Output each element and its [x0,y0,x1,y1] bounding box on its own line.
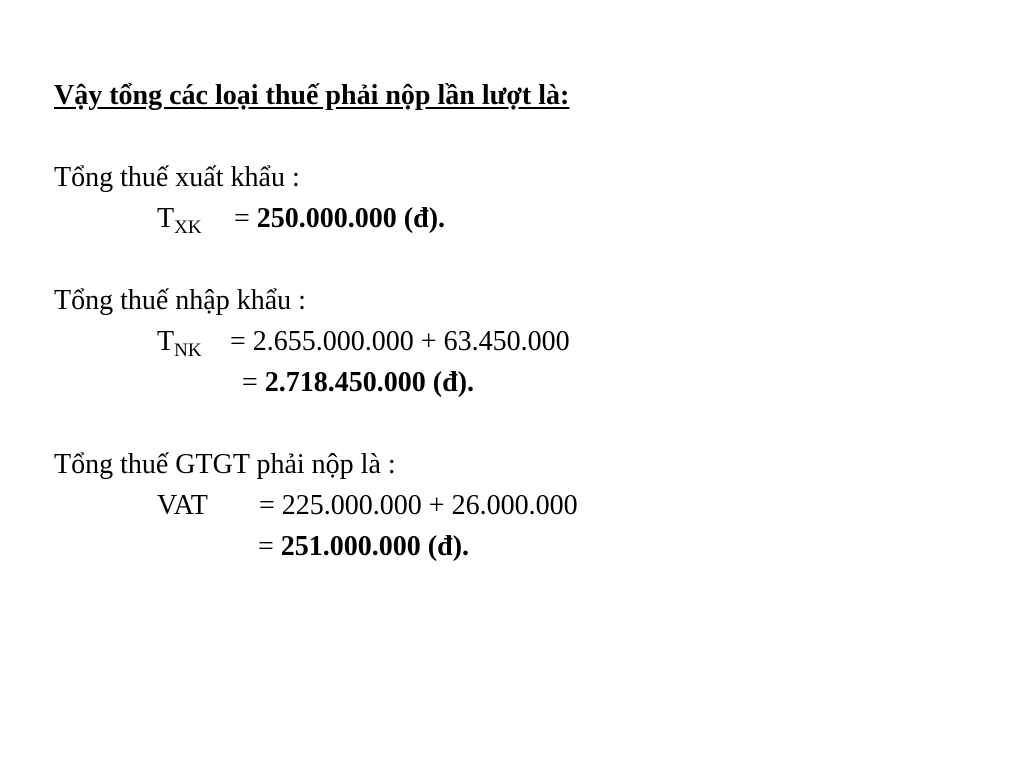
import-tax-equals-2: = [242,367,258,398]
export-tax-formula [157,203,202,238]
export-tax-symbol-sub: XK [174,217,202,238]
vat-result: 251.000.000 (đ). [280,531,470,562]
page-heading: Vậy tổng các loại thuế phải nộp lần lượt là: [54,80,570,111]
export-tax-label: Tổng thuế xuất khẩu : [54,162,300,193]
import-tax-expression: 2.655.000.000 + 63.450.000 [252,326,570,357]
vat-symbol: VAT [157,490,208,521]
export-tax-result: 250.000.000 (đ). [256,203,446,234]
import-tax-equals: = [230,326,246,357]
import-tax-formula [157,326,202,361]
vat-label: Tổng thuế GTGT phải nộp là : [54,449,396,480]
import-tax-label: Tổng thuế nhập khẩu : [54,285,306,316]
vat-equals-2: = [258,531,274,562]
import-tax-result: 2.718.450.000 (đ). [264,367,475,398]
import-tax-symbol-sub: NK [174,340,202,361]
import-tax-symbol: $T_{NK}$ [157,326,202,361]
vat-expression: 225.000.000 + 26.000.000 [281,490,578,521]
export-tax-symbol: $T_{XK}$ [157,203,202,238]
export-tax-equals: = [234,203,250,234]
vat-equals: = [259,490,275,521]
